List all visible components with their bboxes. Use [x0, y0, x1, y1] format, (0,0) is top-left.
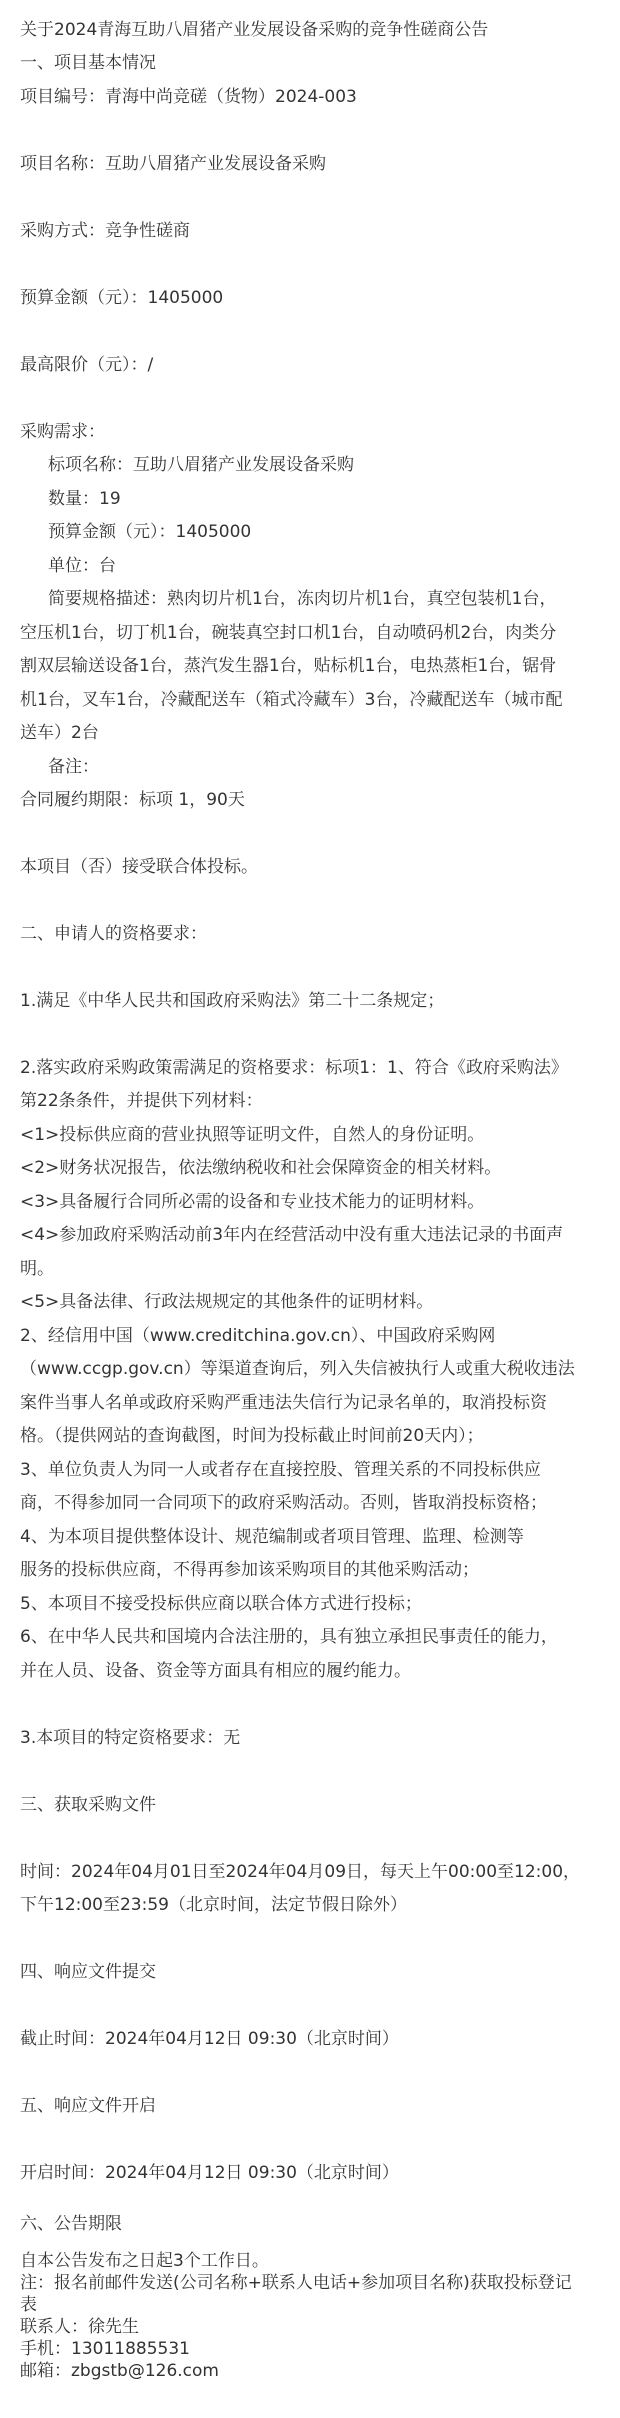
document-time-line: 时间：2024年04月01日至2024年04月09日，每天上午00:00至12:00， — [20, 1862, 581, 1882]
contact-phone: 手机：13011885531 — [20, 2339, 190, 2359]
procurement-method: 采购方式：竞争性磋商 — [20, 221, 190, 241]
requirement-2-line: 2.落实政府采购政策需满足的资格要求：标项1：1、符合《政府采购法》 — [20, 1058, 568, 1078]
qualification-line: 服务的投标供应商，不得再参加该采购项目的其他采购活动； — [20, 1560, 479, 1580]
max-price: 最高限价（元）：/ — [20, 355, 154, 375]
spec-line: 简要规格描述：熟肉切片机1台，冻肉切片机1台，真空包装机1台， — [48, 589, 557, 609]
section1-heading: 一、项目基本情况 — [20, 53, 156, 73]
requirement-3: 3.本项目的特定资格要求：无 — [20, 1728, 241, 1748]
lot-unit: 单位：台 — [48, 556, 116, 576]
requirement-2-line: 第22条条件，并提供下列材料： — [20, 1091, 263, 1111]
qualification-line: （www.ccgp.gov.cn）等渠道查询后，列入失信被执行人或重大税收违法 — [20, 1359, 575, 1379]
section4-heading: 四、响应文件提交 — [20, 1962, 156, 1982]
qualification-line: 案件当事人名单或政府采购严重违法失信行为记录名单的，取消投标资 — [20, 1393, 547, 1413]
opening-time: 开启时间：2024年04月12日 09:30（北京时间） — [20, 2163, 399, 2183]
material-item: <4>参加政府采购活动前3年内在经营活动中没有重大违法记录的书面声 — [20, 1225, 564, 1245]
project-number: 项目编号：青海中尚竞磋（货物）2024-003 — [20, 87, 357, 107]
contact-email: 邮箱：zbgstb@126.com — [20, 2361, 219, 2381]
submission-deadline: 截止时间：2024年04月12日 09:30（北京时间） — [20, 2029, 399, 2049]
lot-quantity: 数量：19 — [48, 489, 121, 509]
consortium-note: 本项目（否）接受联合体投标。 — [20, 857, 258, 877]
lot-remarks: 备注： — [48, 757, 99, 777]
document-time-line: 下午12:00至23:59（北京时间，法定节假日除外） — [20, 1895, 407, 1915]
material-item: <2>财务状况报告，依法缴纳税收和社会保障资金的相关材料。 — [20, 1158, 502, 1178]
material-item: <5>具备法律、行政法规规定的其他条件的证明材料。 — [20, 1292, 434, 1312]
qualification-line: 格。（提供网站的查询截图，时间为投标截止时间前20天内）； — [20, 1426, 484, 1446]
section2-heading: 二、申请人的资格要求： — [20, 924, 207, 944]
budget-amount: 预算金额（元）：1405000 — [20, 288, 224, 308]
requirement-1: 1.满足《中华人民共和国政府采购法》第二十二条规定； — [20, 991, 445, 1011]
qualification-line: 并在人员、设备、资金等方面具有相应的履约能力。 — [20, 1661, 411, 1681]
spec-line: 空压机1台，切丁机1台，碗装真空封口机1台，自动喷码机2台，肉类分 — [20, 623, 557, 643]
lot-budget: 预算金额（元）：1405000 — [48, 522, 252, 542]
qualification-line: 3、单位负责人为同一人或者存在直接控股、管理关系的不同投标供应 — [20, 1460, 541, 1480]
requirements-label: 采购需求： — [20, 422, 105, 442]
section5-heading: 五、响应文件开启 — [20, 2096, 156, 2116]
material-item: 明。 — [20, 1259, 54, 1279]
qualification-line: 2、经信用中国（www.creditchina.gov.cn）、中国政府采购网 — [20, 1326, 496, 1346]
material-item: <1>投标供应商的营业执照等证明文件，自然人的身份证明。 — [20, 1125, 485, 1145]
spec-line: 割双层输送设备1台，蒸汽发生器1台，贴标机1台，电热蒸柜1台，锯骨 — [20, 656, 557, 676]
registration-note-line: 注：报名前邮件发送(公司名称+联系人电话+参加项目名称)获取投标登记 — [20, 2273, 572, 2293]
spec-line: 机1台，叉车1台，冷藏配送车（箱式冷藏车）3台，冷藏配送车（城市配 — [20, 690, 563, 710]
material-item: <3>具备履行合同所必需的设备和专业技术能力的证明材料。 — [20, 1192, 485, 1212]
section6-heading: 六、公告期限 — [20, 2214, 122, 2234]
announcement-period: 自本公告发布之日起3个工作日。 — [20, 2251, 269, 2271]
contact-person: 联系人：徐先生 — [20, 2317, 139, 2337]
qualification-line: 5、本项目不接受投标供应商以联合体方式进行投标； — [20, 1594, 422, 1614]
lot-name: 标项名称：互助八眉猪产业发展设备采购 — [48, 455, 354, 475]
contract-period: 合同履约期限：标项 1，90天 — [20, 790, 245, 810]
section3-heading: 三、获取采购文件 — [20, 1795, 156, 1815]
document-title: 关于2024青海互助八眉猪产业发展设备采购的竞争性磋商公告 — [20, 20, 489, 40]
project-name: 项目名称：互助八眉猪产业发展设备采购 — [20, 154, 326, 174]
registration-note-line: 表 — [20, 2295, 37, 2315]
qualification-line: 商，不得参加同一合同项下的政府采购活动。否则，皆取消投标资格； — [20, 1493, 547, 1513]
qualification-line: 4、为本项目提供整体设计、规范编制或者项目管理、监理、检测等 — [20, 1527, 524, 1547]
qualification-line: 6、在中华人民共和国境内合法注册的，具有独立承担民事责任的能力， — [20, 1627, 558, 1647]
spec-line: 送车）2台 — [20, 723, 99, 743]
